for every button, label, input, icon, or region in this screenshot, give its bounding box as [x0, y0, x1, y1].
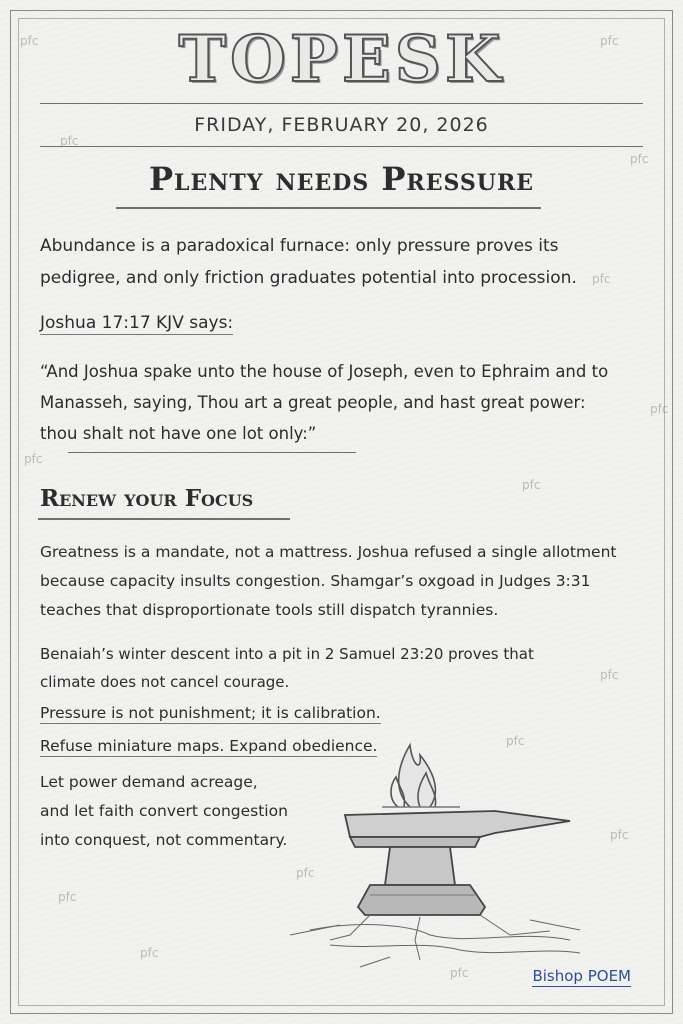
watermark: pfc — [506, 734, 525, 748]
date-rule — [40, 146, 643, 147]
masthead: TOPESK — [178, 22, 505, 97]
watermark: pfc — [140, 946, 159, 960]
closing-paragraph: Let power demand acreage, and let faith convert congestion into conquest, not commentary. — [40, 773, 288, 849]
watermark: pfc — [24, 452, 43, 466]
ground-cracks — [290, 915, 580, 967]
watermark: pfc — [522, 478, 541, 492]
watermark: pfc — [630, 152, 649, 166]
scripture-reference — [40, 313, 643, 333]
headline: Plenty needs Pressure — [148, 160, 535, 198]
issue-date: FRIDAY, FEBRUARY 20, 2026 — [194, 114, 489, 136]
body-line — [40, 704, 643, 722]
watermark: pfc — [610, 828, 629, 842]
anvil-icon — [345, 811, 570, 915]
scripture-quote: “And Joshua spake unto the house of Joseph, even to Ephraim and to Manasseh, saying, Thou art a great people, and hast great power: thou shalt not have one lot only:” — [40, 362, 609, 443]
watermark: pfc — [600, 34, 619, 48]
headline-underline — [116, 207, 541, 209]
watermark: pfc — [60, 134, 79, 148]
masthead-rule — [40, 103, 643, 104]
watermark: pfc — [600, 668, 619, 682]
watermark: pfc — [58, 890, 77, 904]
scripture-reference-text: Joshua 17:17 KJV says: — [40, 313, 234, 333]
body-line-text: Pressure is not punishment; it is calibration. — [40, 704, 381, 722]
signature: Bishop POEM — [532, 967, 631, 985]
intro-paragraph: Abundance is a paradoxical furnace: only pressure proves its pedigree, and only friction graduates potential into procession. — [40, 236, 577, 288]
anvil-illustration — [270, 735, 600, 970]
watermark: pfc — [592, 272, 611, 286]
section-title: Renew your Focus — [40, 485, 254, 512]
body-line-text: Refuse miniature maps. Expand obedience. — [40, 737, 378, 755]
watermark: pfc — [450, 966, 469, 980]
body-paragraph: Benaiah’s winter descent into a pit in 2 Samuel 23:20 proves that climate does not cancel courage. — [40, 645, 534, 691]
body-paragraph: Greatness is a mandate, not a mattress. Joshua refused a single allotment because capacity insults congestion. Shamgar’s oxgoad in Judges 3:31 teaches that disproportionate tools still dispatch tyrannies. — [40, 543, 617, 619]
watermark: pfc — [650, 402, 669, 416]
quote-underline — [68, 452, 356, 453]
section-underline — [38, 518, 290, 520]
flame-icon — [382, 745, 460, 807]
watermark: pfc — [296, 866, 315, 880]
watermark: pfc — [20, 34, 39, 48]
